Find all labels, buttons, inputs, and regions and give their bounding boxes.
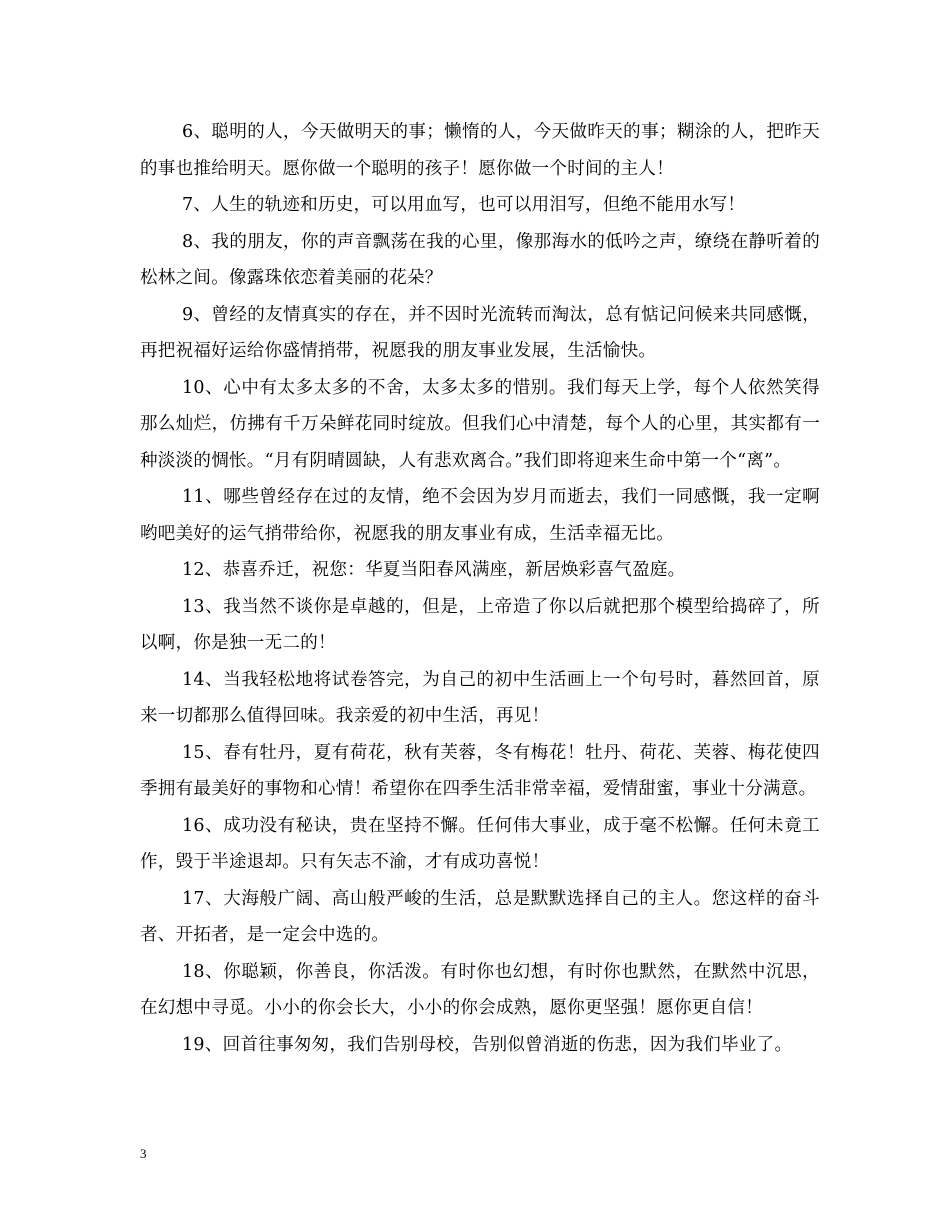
paragraph-14: 14、当我轻松地将试卷答完，为自己的初中生活画上一个句号时，暮然回首，原来一切都那么值得回味。我亲爱的初中生活，再见！ — [140, 669, 820, 726]
paragraph-8: 8、我的朋友，你的声音飘荡在我的心里，像那海水的低吟之声，缭绕在静听着的松林之间。像露珠依恋着美丽的花朵？ — [140, 231, 820, 288]
paragraph-17: 17、大海般广阔、高山般严峻的生活，总是默默选择自己的主人。您这样的奋斗者、开拓者，是一定会中选的。 — [140, 888, 820, 945]
page-number: 3 — [140, 1146, 147, 1161]
paragraph-10: 10、心中有太多太多的不舍，太多太多的惜别。我们每天上学，每个人依然笑得那么灿烂，仿拂有千万朵鲜花同时绽放。但我们心中清楚，每个人的心里，其实都有一种淡淡的惆怅。“月有阴晴圆缺，人有悲欢离合。”我们即将迎来生命中第一个“离”。 — [140, 377, 820, 471]
paragraph-11: 11、哪些曾经存在过的友情，绝不会因为岁月而逝去，我们一同感慨，我一定啊哟吧美好的运气捎带给你，祝愿我的朋友事业有成，生活幸福无比。 — [140, 487, 820, 544]
paragraph-15: 15、春有牡丹，夏有荷花，秋有芙蓉，冬有梅花！牡丹、荷花、芙蓉、梅花使四季拥有最美好的事物和心情！希望你在四季生活非常幸福，爱情甜蜜，事业十分满意。 — [140, 742, 820, 799]
paragraph-16: 16、成功没有秘诀，贵在坚持不懈。任何伟大事业，成于毫不松懈。任何未竟工作，毁于半途退却。只有矢志不渝，才有成功喜悦！ — [140, 815, 820, 872]
paragraph-18: 18、你聪颖，你善良，你活泼。有时你也幻想，有时你也默然，在默然中沉思，在幻想中寻觅。小小的你会长大，小小的你会成熟，愿你更坚强！愿你更自信！ — [140, 961, 820, 1018]
paragraph-6: 6、聪明的人，今天做明天的事；懒惰的人，今天做昨天的事；糊涂的人，把昨天的事也推给明天。愿你做一个聪明的孩子！愿你做一个时间的主人！ — [140, 122, 820, 179]
paragraph-19: 19、回首往事匆匆，我们告别母校，告别似曾消逝的伤悲，因为我们毕业了。 — [182, 1034, 793, 1055]
paragraph-12: 12、恭喜乔迁，祝您：华夏当阳春风满座，新居焕彩喜气盈庭。 — [182, 560, 686, 580]
paragraph-7: 7、人生的轨迹和历史，可以用血写，也可以用泪写，但绝不能用水写！ — [182, 195, 746, 215]
paragraph-9: 9、曾经的友情真实的存在，并不因时光流转而淘汰，总有惦记问候来共同感慨，再把祝福好运给你盛情捎带，祝愿我的朋友事业发展，生活愉快。 — [140, 304, 820, 361]
document-body — [140, 114, 820, 1063]
paragraph-13: 13、我当然不谈你是卓越的，但是，上帝造了你以后就把那个模型给捣碎了，所以啊，你是独一无二的！ — [140, 596, 820, 653]
